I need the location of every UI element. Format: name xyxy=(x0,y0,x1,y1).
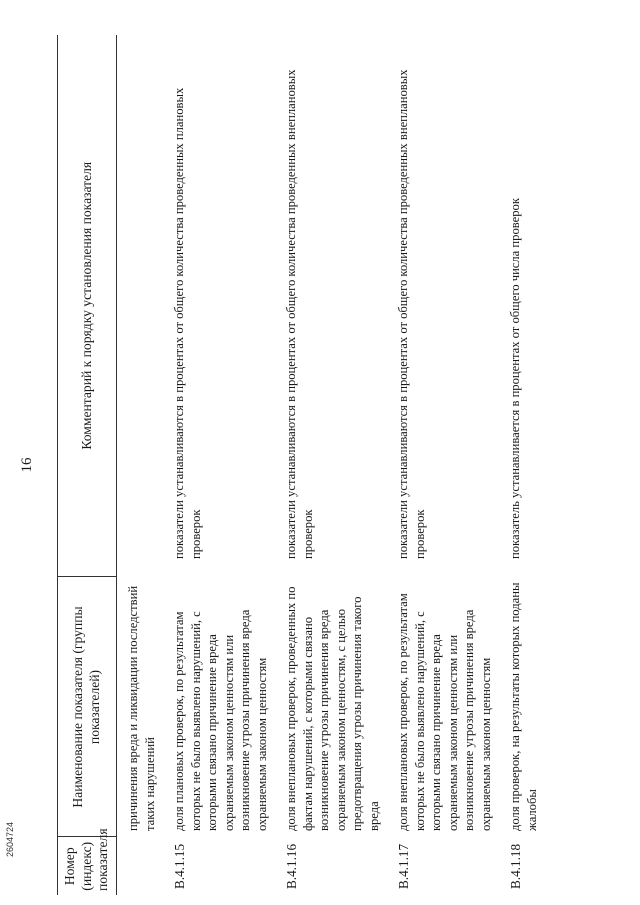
row-name: доля плановых проверок, по результатам которых не было выявлено нарушений, с которыми связано причинение вреда охраняемым законом ценностям или возникновение угрозы причинения вреда охраняемым законом ценностям xyxy=(172,609,270,831)
table-row xyxy=(171,35,283,895)
table-header xyxy=(58,35,117,895)
row-number: В.4.1.16 xyxy=(284,843,299,889)
document-code: 2604724 xyxy=(5,821,15,857)
page-number: 16 xyxy=(19,457,35,473)
row-name: доля проверок, на результаты которых поданы жалобы xyxy=(508,582,539,831)
row-number xyxy=(117,837,172,895)
row-name: доля внеплановых проверок, по результатам которых не было выявлено нарушений, с которыми связано причинение вреда охраняемым законом ценностям или возникновение угрозы причинения вреда охраняемым законом ценностям xyxy=(396,593,494,831)
header-name: Наименование показателя (группы показателей) xyxy=(58,577,117,837)
table-row xyxy=(395,35,507,895)
row-name: доля внеплановых проверок, проведенных по фактам нарушений, с которыми связано возникновение угрозы причинения вреда охраняемым законом ценностям, с целью предотвращения угрозы причинения такого вреда xyxy=(284,586,382,831)
row-number: В.4.1.17 xyxy=(396,843,411,889)
document-sheet xyxy=(19,35,617,895)
row-comment xyxy=(117,35,172,577)
row-number: В.4.1.18 xyxy=(508,843,523,889)
row-comment: показатели устанавливаются в процентах от общего количества проведенных внеплановых проверок xyxy=(284,69,315,559)
header-comment: Комментарий к порядку установления показателя xyxy=(58,35,117,577)
header-row xyxy=(58,35,117,895)
table-row xyxy=(283,35,395,895)
row-number: В.4.1.15 xyxy=(172,843,187,889)
table-row xyxy=(507,35,567,895)
row-comment: показатели устанавливаются в процентах от общего количества проведенных плановых проверок xyxy=(172,87,203,559)
row-comment: показатель устанавливается в процентах от общего числа проверок xyxy=(508,198,522,559)
row-comment: показатели устанавливаются в процентах от общего количества проведенных внеплановых проверок xyxy=(396,69,427,559)
indicators-table xyxy=(57,35,567,895)
header-number: Номер (индекс) показателя xyxy=(58,837,117,895)
row-name: причинения вреда и ликвидации последствий таких нарушений xyxy=(126,585,157,831)
table-body xyxy=(117,35,568,895)
page-stage xyxy=(19,35,617,895)
table-row xyxy=(117,35,172,895)
